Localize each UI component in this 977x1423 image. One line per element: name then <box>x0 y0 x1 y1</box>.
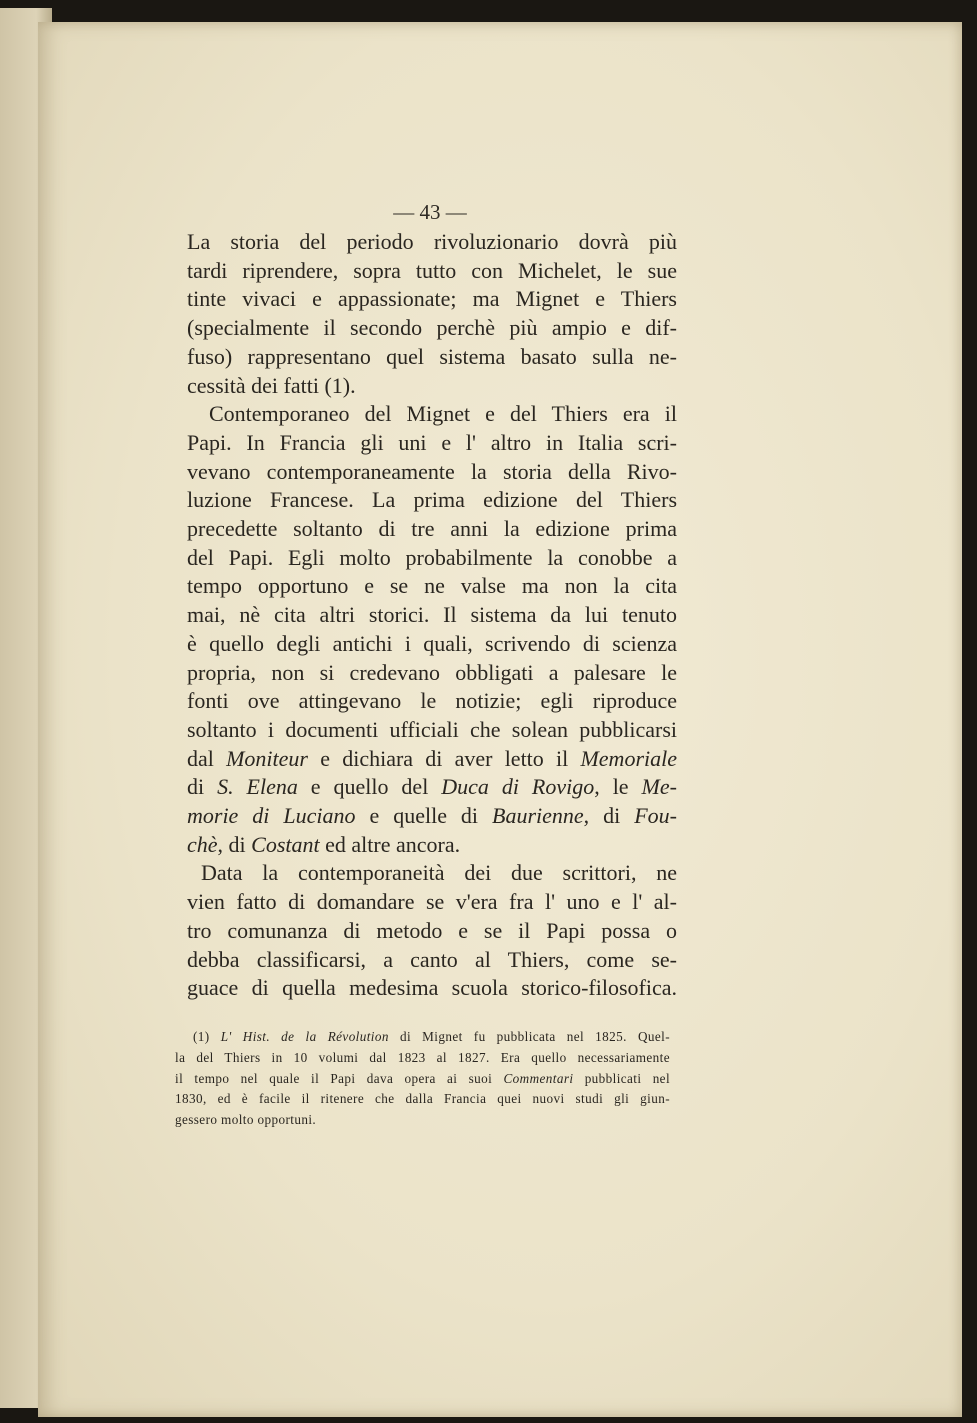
body-text <box>187 228 677 1003</box>
italic-title: Moniteur <box>226 745 308 771</box>
italic-title: S. Elena <box>217 774 298 800</box>
italic-title: Commentari <box>503 1070 574 1086</box>
text-line: tardi riprendere, sopra tutto con Michelet, le sue <box>187 257 677 283</box>
page-number: — 43 — <box>393 200 467 224</box>
footnote <box>175 1027 670 1131</box>
footnote-line: gessero molto opportuni. <box>175 1112 317 1128</box>
text-line: vien fatto di domandare se v'era fra l' uno e l' al- <box>187 889 677 915</box>
text-line: dal Moniteur e dichiara di aver letto il Memoriale <box>187 745 677 771</box>
text-line: chè, di Costant ed altre ancora. <box>187 831 461 857</box>
text-line: Papi. In Francia gli uni e l' altro in Italia scri- <box>187 429 677 455</box>
text-line: fonti ove attingevano le notizie; egli riproduce <box>187 688 677 714</box>
text-line: mai, nè cita altri storici. Il sistema da lui tenuto <box>187 602 677 628</box>
text-line: debba classificarsi, a canto al Thiers, come se- <box>187 946 677 972</box>
text-line: del Papi. Egli molto probabilmente la conobbe a <box>187 544 677 570</box>
text-line: tempo opportuno e se ne valse ma non la cita <box>187 573 677 599</box>
text-line: Data la contemporaneità dei due scrittori, ne <box>201 860 677 886</box>
footnote-line: il tempo nel quale il Papi dava opera ai suoi Commentari pubblicati nel <box>175 1070 671 1086</box>
paragraph-2 <box>187 400 677 859</box>
text-line: luzione Francese. La prima edizione del Thiers <box>187 487 677 513</box>
text-line: La storia del periodo rivoluzionario dovrà più <box>187 229 677 254</box>
text-line: cessità dei fatti (1). <box>187 372 356 398</box>
italic-title: Duca di Rovigo <box>441 774 595 800</box>
paragraph-1 <box>187 228 677 400</box>
text-line: guace di quella medesima scuola storico-filosofica. <box>187 975 677 1001</box>
text-line: propria, non si credevano obbligati a palesare le <box>187 659 677 685</box>
italic-title: Memoriale <box>580 745 677 771</box>
italic-title: L' Hist. de la Révolution <box>220 1029 389 1044</box>
footnote-line: la del Thiers in 10 volumi dal 1823 al 1827. Era quello necessariamente <box>175 1049 670 1065</box>
text-line: tinte vivaci e appassionate; ma Mignet e Thiers <box>187 286 677 312</box>
italic-title: Baurienne <box>492 803 584 829</box>
italic-title: morie di Luciano <box>187 803 356 829</box>
footnote-line: (1) L' Hist. de la Révolution di Mignet fu pubblicata nel 1825. Quel- <box>193 1029 670 1044</box>
text-line: è quello degli antichi i quali, scrivendo di scienza <box>187 630 677 656</box>
text-line: (specialmente il secondo perchè più ampio e dif- <box>187 315 677 341</box>
italic-title: Costant <box>251 831 320 857</box>
text-line: morie di Luciano e quelle di Baurienne, di Fou- <box>187 803 677 829</box>
text-line: fuso) rappresentano quel sistema basato sulla ne- <box>187 343 677 369</box>
italic-title: Me- <box>641 774 677 800</box>
footnote-line: 1830, ed è facile il ritenere che dalla Francia quei nuovi studi gli giun- <box>175 1091 670 1107</box>
italic-title: Fou- <box>634 803 677 829</box>
text-line: soltanto i documenti ufficiali che solean pubblicarsi <box>187 716 677 742</box>
text-line: precedette soltanto di tre anni la edizione prima <box>187 516 677 542</box>
text-line: Contemporaneo del Mignet e del Thiers era il <box>209 401 677 427</box>
paragraph-3 <box>187 859 677 1003</box>
italic-title: chè <box>187 831 218 857</box>
text-line: vevano contemporaneamente la storia della Rivo- <box>187 458 677 484</box>
text-line: di S. Elena e quello del Duca di Rovigo, le Me- <box>187 774 677 800</box>
text-line: tro comunanza di metodo e se il Papi possa o <box>187 917 677 943</box>
